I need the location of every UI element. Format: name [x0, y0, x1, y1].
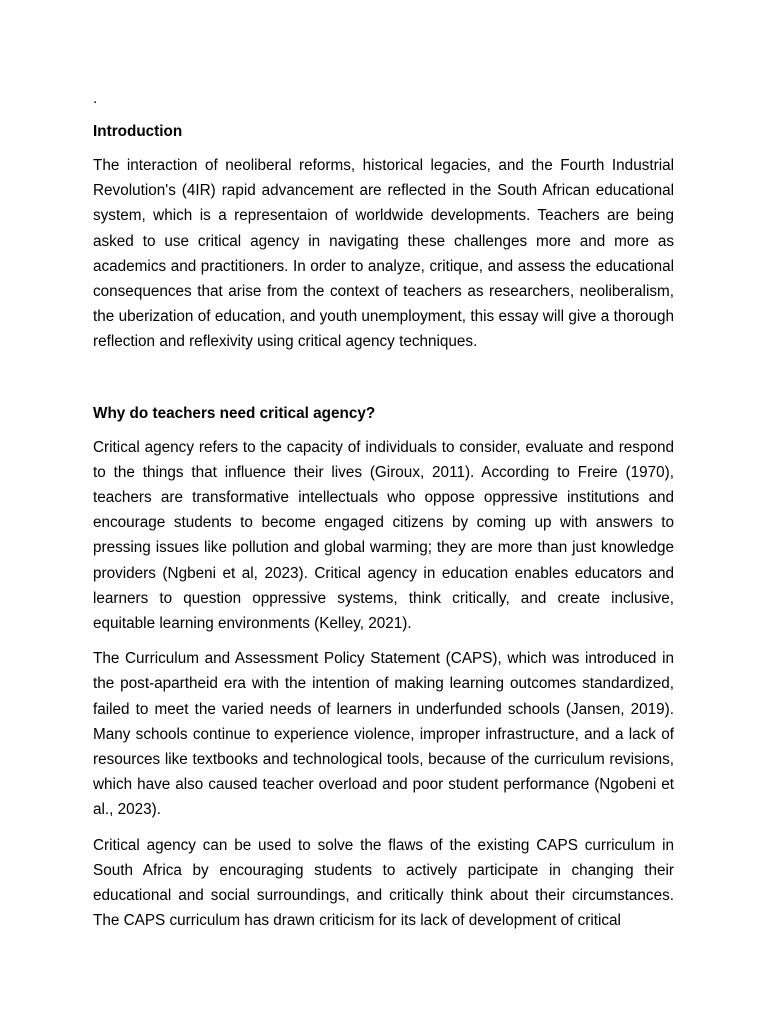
paragraph-critical-agency-definition: Critical agency refers to the capacity of individuals to consider, evaluate and respond to the things that influence their lives (Giroux, 2011). According to Freire (1970), teachers are transformative intellectuals who oppose oppressive institutions and encourage students to become engaged citizens by coming up with answers to pressing issues like pollution and global warming; they are more than just knowledge providers (Ngbeni et al, 2023). Critical agency in education enables educators and learners to question oppressive systems, think critically, and create inclusive, equitable learning environments (Kelley, 2021). — [93, 438, 674, 633]
paragraph-introduction: The interaction of neoliberal reforms, historical legacies, and the Fourth Industrial Revolution's (4IR) rapid advancement are reflected in the South African educational system, which is a representaion of worldwide developments. Teachers are being asked to use critical agency in navigating these challenges more and more as academics and practitioners. In order to analyze, critique, and assess the educational consequences that arise from the context of teachers as researchers, neoliberalism, the uberization of education, and youth unemployment, this essay will give a thorough reflection and reflexivity using critical agency techniques. — [93, 157, 674, 351]
paragraph-caps-curriculum: The Curriculum and Assessment Policy Statement (CAPS), which was introduced in the post-apartheid era with the intention of making learning outcomes standardized, failed to meet the varied needs of learners in underfunded schools (Jansen, 2019). Many schools continue to experience violence, improper infrastructure, and a lack of resources like textbooks and technological tools, because of the curriculum revisions, which have also caused teacher overload and poor student performance (Ngobeni et al., 2023). — [93, 650, 674, 819]
section-spacer — [93, 365, 674, 401]
section-heading-introduction: Introduction — [93, 123, 183, 140]
leading-mark: . — [93, 90, 98, 107]
section-heading-critical-agency: Why do teachers need critical agency? — [93, 404, 376, 422]
paragraph-caps-solution: Critical agency can be used to solve the flaws of the existing CAPS curriculum in South Africa by encouraging students to actively participate in changing their educational and social surroundings, and critically think about their circumstances. The CAPS curriculum has drawn criticism for its lack of development of critical — [93, 836, 674, 930]
document-body — [93, 86, 674, 943]
